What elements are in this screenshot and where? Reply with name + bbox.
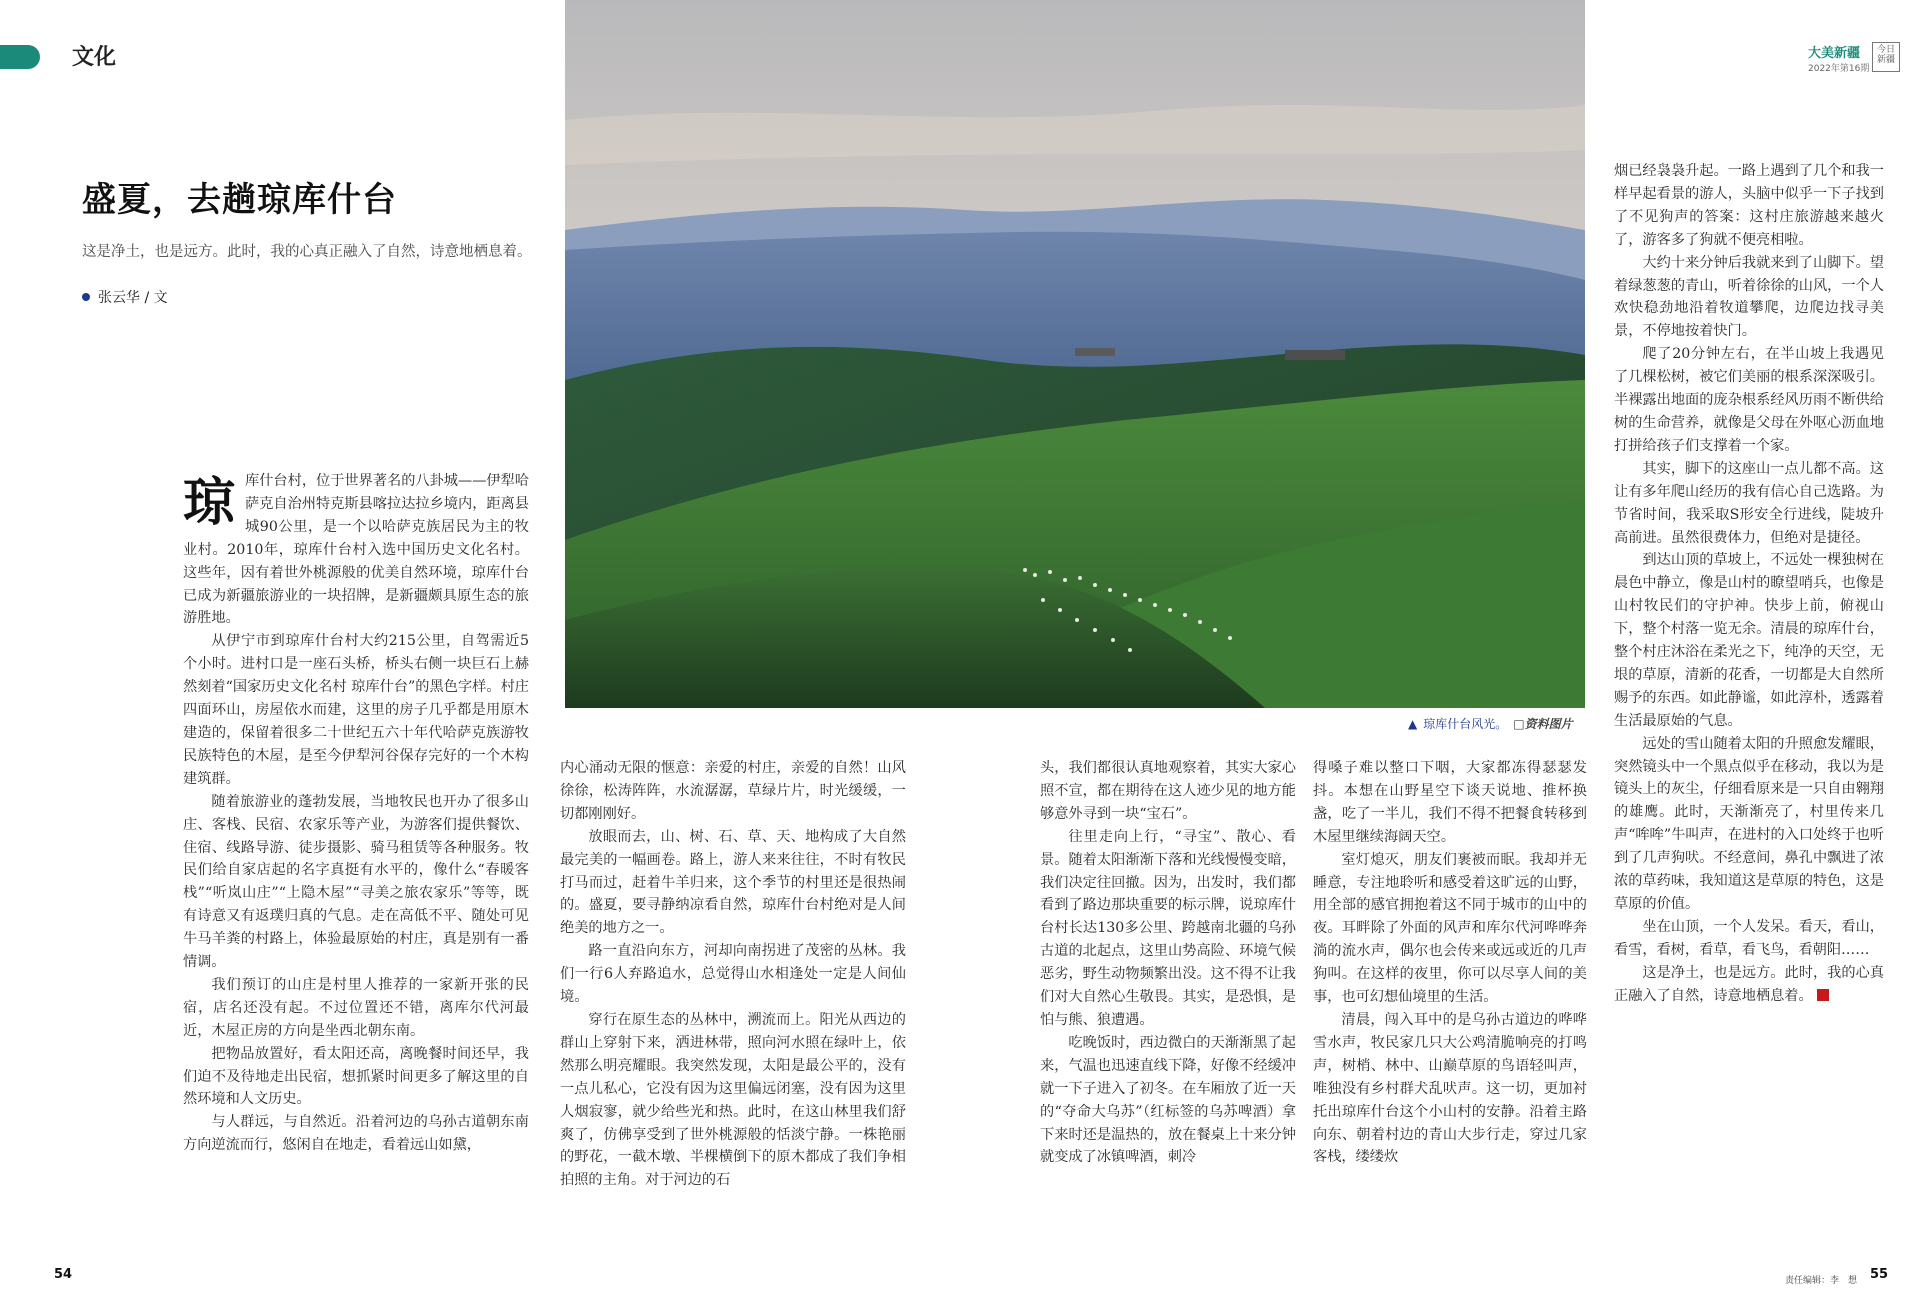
paragraph: 把物品放置好，看太阳还高，离晚餐时间还早，我们迫不及待地走出民宿，想抓紧时间更多了解这里的自然环境和人文历史。 [183,1045,529,1108]
article-title: 盛夏，去趟琼库什台 [82,180,397,220]
paragraph: 内心涌动无限的惬意：亲爱的村庄，亲爱的自然！山风徐徐，松涛阵阵，水流潺潺，草绿片片，时光缓缓，一切都刚刚好。 [560,760,906,822]
drop-cap: 琼 [183,472,236,533]
paragraph: 放眼而去，山、树、石、草、天、地构成了大自然最完美的一幅画卷。路上，游人来来往往，不时有牧民打马而过，赶着牛羊归来，这个季节的村里还是很热闹的。盛夏，要寻静纳凉看自然，琼库什台村绝对是人间绝美的地方之一。 [560,828,906,937]
body-column-4 [1313,757,1587,1169]
page-number-left: 54 [54,1267,73,1282]
page-number-right: 55 [1870,1267,1889,1282]
magazine-logo: 今日新疆 [1872,42,1900,72]
body-column-2 [560,757,906,1192]
photo-caption [1408,715,1573,732]
byline-text: 张云华 / 文 [98,290,168,306]
paragraph-text: 库什台村，位于世界著名的八卦城——伊犁哈萨克自治州特克斯县喀拉达拉乡境内，距离县城90公里，是一个以哈萨克族居民为主的牧业村。2010年，琼库什台村入选中国历史文化名村。这些年，因有着世外桃源般的优美自然环境，琼库什台已成为新疆旅游业的一块招牌，是新疆颇具原生态的旅游胜地。 [183,473,529,627]
paragraph-text: 这是净土，也是远方。此时，我的心真正融入了自然，诗意地栖息着。 [1614,964,1884,1004]
photo-credit: □资料图片 [1513,717,1573,731]
landscape-photo [565,0,1585,708]
paragraph: 其实，脚下的这座山一点儿都不高。这让有多年爬山经历的我有信心自己选路。为节省时间，我采取S形安全行进线，陡坡升高前进。虽然很费体力，但绝对是捷径。 [1614,460,1884,546]
article-subtitle: 这是净土，也是远方。此时，我的心真正融入了自然，诗意地栖息着。 [82,244,532,260]
paragraph: 清晨，闯入耳中的是乌孙古道边的哗哗雪水声，牧民家几只大公鸡清脆响亮的打鸣声，树梢、林中、山巅草原的鸟语轻叫声，唯独没有乡村群犬乱吠声。这一切，更加衬托出琼库什台这个小山村的安静。沿着主路向东、朝着村边的青山大步行走，穿过几家客栈，缕缕炊 [1313,1011,1587,1166]
end-mark-icon [1817,989,1829,1001]
paragraph: 穿行在原生态的丛林中，溯流而上。阳光从西边的群山上穿射下来，洒进林带，照向河水照在绿叶上，依然那么明亮耀眼。我突然发现，太阳是最公平的，没有一点儿私心，它没有因为这里偏远闭塞，没有因为这里人烟寂寥，就少给些光和热。此时，在这山林里我们舒爽了，仿佛享受到了世外桃源般的恬淡宁静。一株艳丽的野花，一截木墩、半棵横倒下的原木都成了我们争相拍照的主角。对于河边的石 [560,1011,906,1189]
issue-number: 2022年第16期 [1808,64,1870,74]
paragraph: 远处的雪山随着太阳的升照愈发耀眼，突然镜头中一个黑点似乎在移动，我以为是镜头上的灰尘，仔细看原来是一只自由翱翔的雄鹰。此时，天渐渐亮了，村里传来几声“哞哞”牛叫声，在进村的入口处终于也听到了几声狗吠。不经意间，鼻孔中飘进了浓浓的草药味，我知道这是草原的特色，这是草原的价值。 [1614,735,1884,912]
paragraph: 往里走向上行，“寻宝”、散心、看景。随着太阳渐渐下落和光线慢慢变暗，我们决定往回撤。因为，出发时，我们都看到了路边那块重要的标示牌，说琼库什台村长达130多公里、跨越南北疆的乌孙古道的北起点，这里山势高险、环境气候恶劣，野生动物频繁出没。这不得不让我们对大自然心生敬畏。其实，是恐惧，是怕与熊、狼遭遇。 [1040,828,1296,1028]
paragraph: 坐在山顶，一个人发呆。看天，看山，看雪，看树，看草，看飞鸟，看朝阳…… [1614,918,1884,958]
paragraph: 爬了20分钟左右，在半山坡上我遇见了几棵松树，被它们美丽的根系深深吸引。半裸露出地面的庞杂根系经风历雨不断供给树的生命营养，就像是父母在外呕心沥血地打拼给孩子们支撑着一个家。 [1614,346,1884,454]
paragraph: 大约十来分钟后我就来到了山脚下。望着绿葱葱的青山，听着徐徐的山风，一个人欢快稳劲地沿着牧道攀爬，边爬边找寻美景，不停地按着快门。 [1614,254,1884,340]
paragraph: 随着旅游业的蓬勃发展，当地牧民也开办了很多山庄、客栈、民宿、农家乐等产业，为游客们提供餐饮、住宿、线路导游、徒步摄影、骑马租赁等各种服务。牧民们给自家店起的名字真挺有水平的，像什么“春暖客栈”“听岚山庄”“上隐木屋”“寻美之旅农家乐”等等，既有诗意又有返璞归真的气息。走在高低不平、随处可见牛马羊粪的村路上，体验最原始的村庄，真是别有一番情调。 [183,793,529,971]
paragraph: 我们预订的山庄是村里人推荐的一家新开张的民宿，店名还没有起。不过位置还不错，离库尔代河最近，木屋正房的方向是坐西北朝东南。 [183,976,529,1039]
paragraph: 到达山顶的草坡上，不远处一棵独树在晨色中静立，像是山村的瞭望哨兵，也像是山村牧民们的守护神。快步上前，俯视山下，整个村落一览无余。清晨的琼库什台，整个村庄沐浴在柔光之下，纯净的天空，无垠的草原，清新的花香，一切都是大自然所赐予的东西。如此静谧，如此淳朴，透露着生活最原始的气息。 [1614,552,1884,729]
body-column-1 [183,470,529,1157]
body-column-3 [1040,757,1296,1169]
paragraph: 得嗓子难以整口下咽，大家都冻得瑟瑟发抖。本想在山野星空下谈天说地、推杯换盏，吃了一半儿，我们不得不把餐食转移到木屋里继续海阔天空。 [1313,760,1587,845]
byline-dot-icon [82,293,90,301]
caption-text: 琼库什台风光。 [1423,717,1508,731]
paragraph: 烟已经袅袅升起。一路上遇到了几个和我一样早起看景的游人，头脑中似乎一下子找到了不见狗声的答案：这村庄旅游越来越火了，游客多了狗就不便亮相啦。 [1614,163,1884,248]
paragraph: 头，我们都很认真地观察着，其实大家心照不宣，都在期待在这人迹少见的地方能够意外寻到一块“宝石”。 [1040,760,1296,822]
caption-triangle-icon: ▲ [1408,717,1418,731]
editor-credit: 责任编辑：李 想 [1785,1276,1858,1286]
paragraph: 吃晚饭时，西边微白的天渐渐黑了起来，气温也迅速直线下降，好像不经缓冲就一下子进入了初冬。在车厢放了近一天的“夺命大乌苏”（红标签的乌苏啤酒）拿下来时还是温热的，放在餐桌上十来分钟就变成了冰镇啤酒，刺冷 [1040,1034,1296,1166]
body-column-5 [1614,160,1884,1008]
section-label: 文化 [72,45,117,70]
paragraph: 从伊宁市到琼库什台村大约215公里，自驾需近5个小时。进村口是一座石头桥，桥头右侧一块巨石上赫然刻着“国家历史文化名村 琼库什台”的黑色字样。村庄四面环山，房屋依水而建，这里的房子几乎都是用原木建造的，保留着很多二十世纪五六十年代哈萨克族游牧民族特色的木屋，是至今伊犁河谷保存完好的一个木构建筑群。 [183,633,529,787]
paragraph [183,470,529,630]
paragraph: 与人群远，与自然近。沿着河边的乌孙古道朝东南方向逆流而行，悠闲自在地走，看着远山如黛， [183,1114,529,1154]
section-tab-marker [0,45,40,69]
paragraph: 室灯熄灭，朋友们裹被而眠。我却并无睡意，专注地聆听和感受着这旷远的山野，用全部的感官拥抱着这不同于城市的山中的夜。耳畔除了外面的风声和库尔代河哗哗奔淌的流水声，偶尔也会传来或远或近的几声狗叫。在这样的夜里，你可以尽享人间的美事，也可幻想仙境里的生活。 [1313,851,1587,1006]
paragraph: 路一直沿向东方，河却向南拐进了茂密的丛林。我们一行6人弃路追水，总觉得山水相逢处一定是人间仙境。 [560,943,906,1006]
paragraph [1614,962,1884,1008]
article-byline [82,287,168,307]
magazine-brand: 大美新疆 [1808,46,1861,61]
